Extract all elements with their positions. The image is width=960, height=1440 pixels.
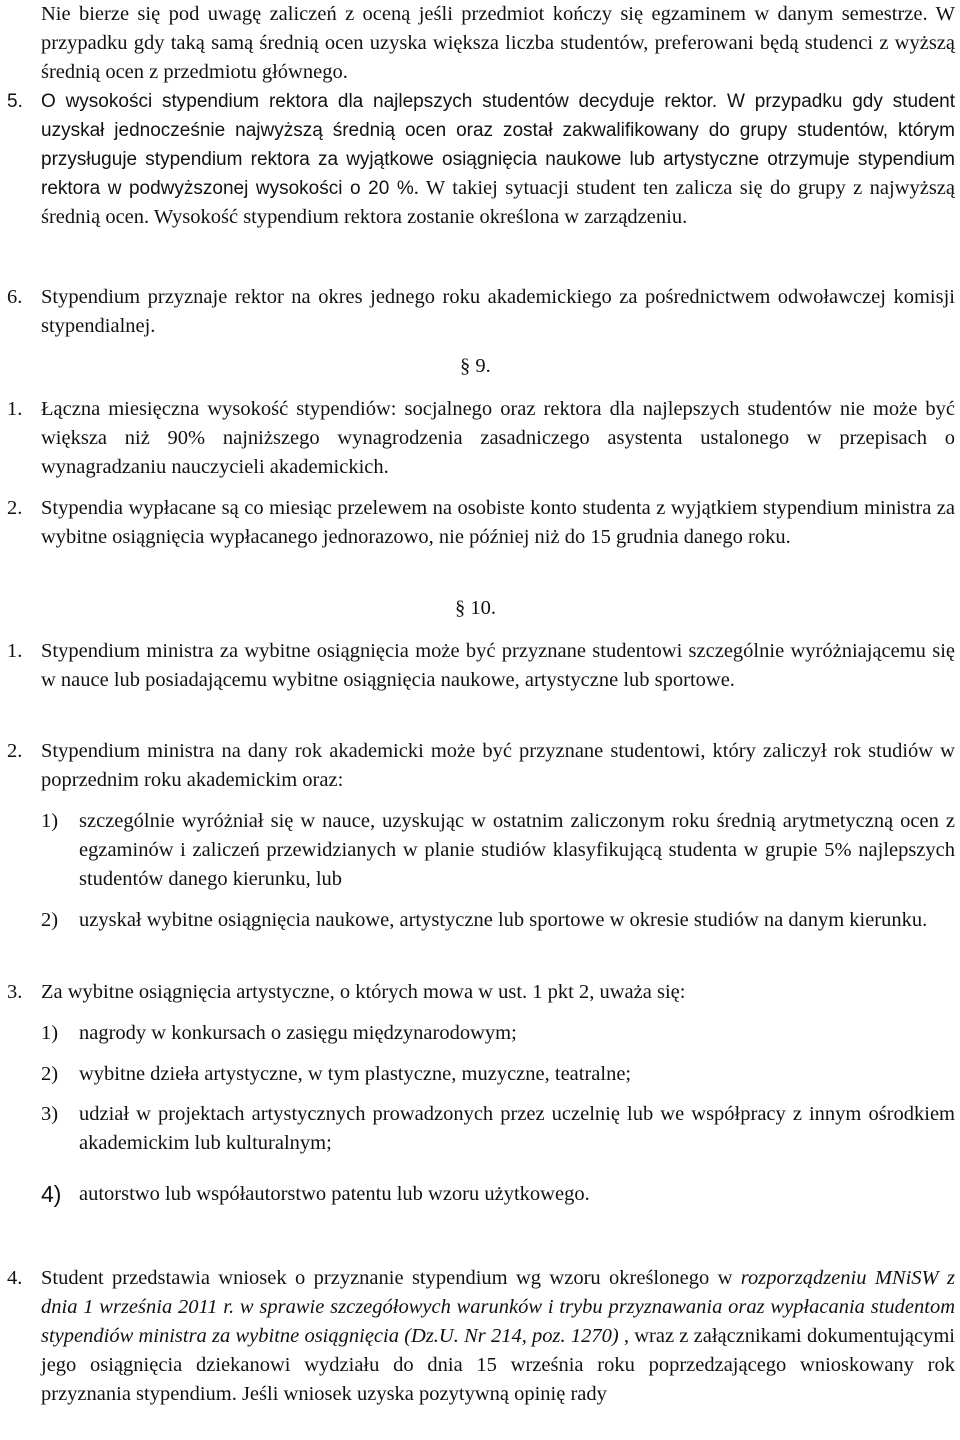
subitem-number: 4)	[41, 1181, 62, 1207]
item-text: Stypendium ministra na dany rok akademicki może być przyznane studentowi, który zaliczył rok studiów w poprzednim roku akademickim oraz:	[41, 740, 955, 791]
sec10-item-3	[7, 978, 955, 1008]
sec10-item-3-sub-3	[7, 1100, 955, 1160]
item-text: Stypendium przyznaje rektor na okres jednego roku akademickiego za pośrednictwem odwoławczej komisji stypendialnej.	[41, 286, 955, 337]
subitem-number: 1)	[41, 810, 59, 832]
item-text-sans: O wysokości stypendium rektora dla najlepszych studentów decyduje rektor. W przypadku gdy student uzyskał jednocześnie najwyższą średnią ocen oraz został zakwalifikowany do grupy studentów, którym przysługuje stypendium rektora za wyjątkowe osiągnięcia naukowe lub artystyczne otrzymuje stypendium rektora w podwyższonej wysokości o 20 %	[41, 91, 955, 199]
item-6	[7, 283, 955, 343]
subitem-number: 2)	[41, 909, 59, 931]
item-5	[7, 87, 955, 273]
regulation-citation: rozporządzeniu MNiSW z dnia 1 września 2011 r. w sprawie szczegółowych warunków i trybu przyznawania oraz wypłacania studentom stypendiów ministra za wybitne osiągnięcia (Dz.U. Nr 214, poz. 1270)	[41, 1267, 955, 1347]
subitem-text: wybitne dzieła artystyczne, w tym plastyczne, muzyczne, teatralne;	[79, 1063, 632, 1085]
item-number: 1.	[7, 398, 23, 420]
item-number: 1.	[7, 640, 23, 662]
subitem-text: szczególnie wyróżniał się w nauce, uzyskując w ostatnim zaliczonym roku średnią arytmetyczną ocen z egzaminów i zaliczeń przewidzianych w planie studiów klasyfikującą studenta w grupie 5% najlepszych studentów danego kierunku, lub	[79, 810, 955, 890]
item-text-b: , wraz z załącznikami dokumentującymi jego osiągnięcia dziekanowi wydziału do dnia 15 września roku poprzedzającego wnioskowany rok przyznania stypendium. Jeśli wniosek uzyska pozytywną opinię rady	[41, 1325, 955, 1405]
item-text-serif: . W takiej sytuacji student ten zalicza się do grupy z najwyższą średnią ocen. Wysokość stypendium rektora zostanie określona w zarządzeniu.	[41, 177, 955, 228]
item-number: 2.	[7, 740, 23, 762]
sec10-item-2-sub-2	[7, 906, 955, 966]
subitem-number: 3)	[41, 1103, 59, 1125]
item-number: 4.	[7, 1267, 23, 1289]
sec9-item-1	[7, 395, 955, 485]
item-text-a: Student przedstawia wniosek o przyznanie stypendium wg wzoru określonego w	[41, 1267, 741, 1289]
subitem-text: autorstwo lub współautorstwo patentu lub wzoru użytkowego.	[79, 1183, 590, 1205]
sec10-item-3-sub-1	[7, 1019, 955, 1049]
subitem-number: 2)	[41, 1063, 59, 1085]
sec10-item-3-sub-2	[7, 1060, 955, 1090]
sec10-item-1	[7, 637, 955, 727]
section-9-title: § 9.	[460, 355, 491, 377]
item-text: Za wybitne osiągnięcia artystyczne, o których mowa w ust. 1 pkt 2, uważa się:	[41, 981, 686, 1003]
subitem-text: uzyskał wybitne osiągnięcia naukowe, artystyczne lub sportowe w okresie studiów na danym kierunku.	[79, 909, 928, 931]
subitem-text: udział w projektach artystycznych prowadzonych przez uczelnię lub we współpracy z innym ośrodkiem akademickim lub kulturalnym;	[79, 1103, 955, 1154]
item-text: Stypendium ministra za wybitne osiągnięcia może być przyznane studentowi szczególnie wyróżniającemu się w nauce lub posiadającemu wybitne osiągnięcia naukowe, artystyczne lub sportowe.	[41, 640, 955, 691]
item-number: 3.	[7, 981, 23, 1003]
item-text: Łączna miesięczna wysokość stypendiów: socjalnego oraz rektora dla najlepszych studentów nie może być większa niż 90% najniższego wynagrodzenia zasadniczego asystenta ustalonego w przepisach o wynagradzaniu nauczycieli akademickich.	[41, 398, 955, 478]
item-number: 5.	[7, 91, 23, 112]
sec10-item-4	[7, 1264, 955, 1440]
intro-paragraph: Nie bierze się pod uwagę zaliczeń z oceną jeśli przedmiot kończy się egzaminem w danym semestrze. W przypadku gdy taką samą średnią ocen uzyska większa liczba studentów, preferowani będą studenci z wyższą średnią ocen z przedmiotu głównego.	[41, 3, 955, 83]
sec10-item-2	[7, 737, 955, 797]
item-text: Stypendia wypłacane są co miesiąc przelewem na osobiste konto studenta z wyjątkiem stypendium ministra za wybitne osiągnięcia wypłacanego jednorazowo, nie później niż do 15 grudnia danego roku.	[41, 497, 955, 548]
sec9-item-2	[7, 494, 955, 584]
sec10-item-2-sub-1	[7, 807, 955, 897]
item-number: 6.	[7, 286, 23, 308]
subitem-number: 1)	[41, 1022, 59, 1044]
subitem-text: nagrody w konkursach o zasięgu międzynarodowym;	[79, 1022, 517, 1044]
item-text	[41, 87, 955, 232]
item-number: 2.	[7, 497, 23, 519]
sec10-item-3-sub-4	[7, 1180, 955, 1210]
section-10-title: § 10.	[455, 597, 496, 619]
item-text	[41, 1264, 955, 1409]
